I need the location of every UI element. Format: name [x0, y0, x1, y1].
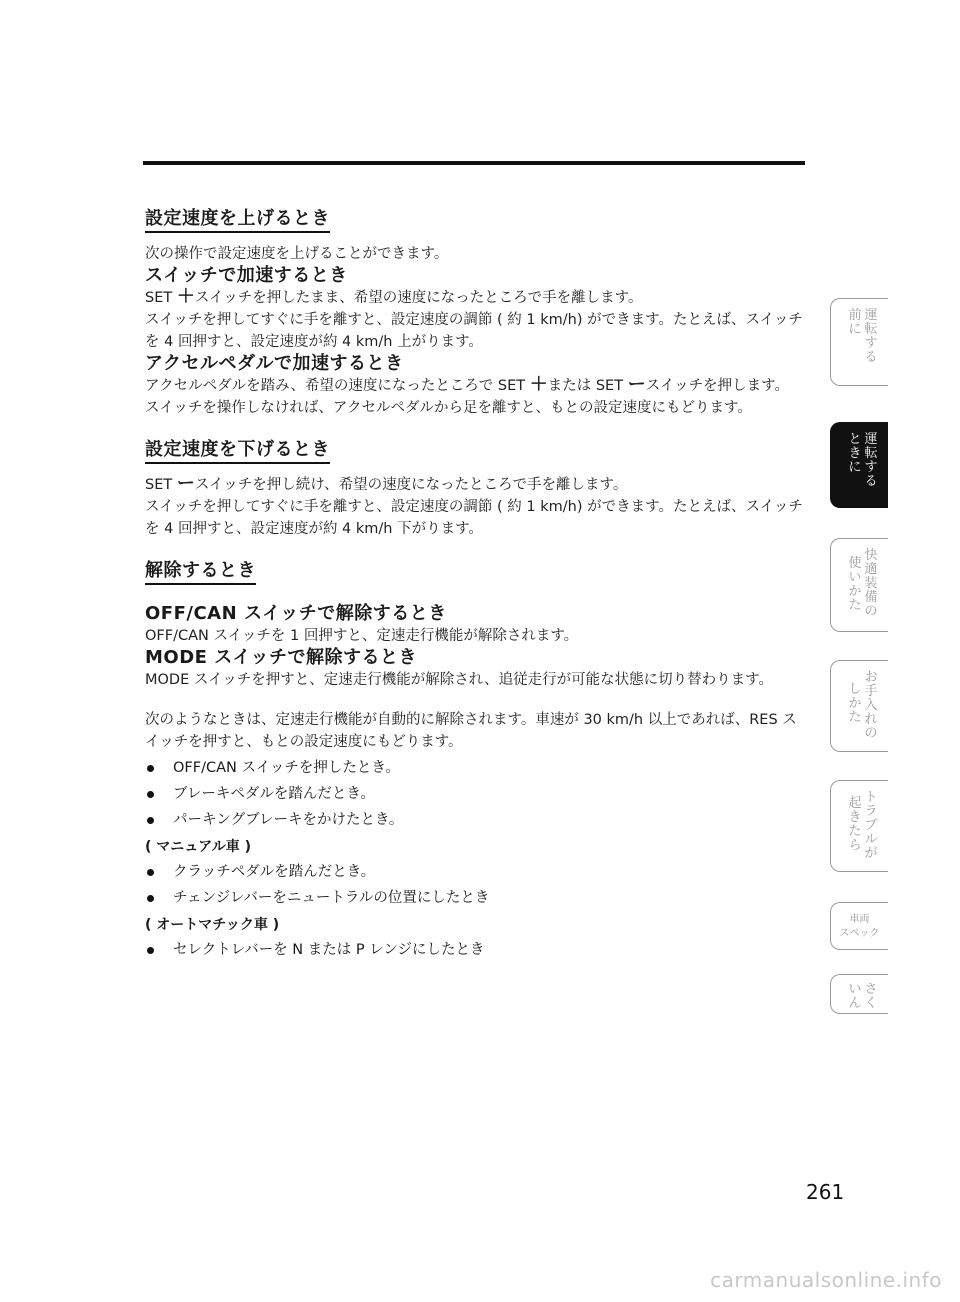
page-number: 261 — [806, 1180, 845, 1204]
bullet-icon — [147, 869, 154, 876]
auto-cancel-p: 次のようなときは、定速走行機能が自動的に解除されます。車速が 30 km/h 以上であれば、RES スイッチを押すと、もとの設定速度にもどります。 — [145, 712, 797, 750]
bullet-icon — [147, 947, 154, 954]
list-item: セレクトレバーを N または P レンジにしたとき — [145, 939, 805, 961]
bullet-icon — [147, 791, 154, 798]
offcan-title: OFF/CAN スイッチで解除するとき — [145, 603, 447, 624]
pedal-accel-p2: スイッチを操作しなければ、アクセルペダルから足を離すと、もとの設定速度にもどります。 — [145, 400, 752, 416]
pedal-accel-p1: アクセルペダルを踏み、希望の速度になったところで SET ＋または SET ースイッチを押します。 — [145, 374, 789, 395]
tab-comfort-equipment[interactable]: 快適装備の 使いかた — [830, 538, 888, 632]
minus-icon: ー — [627, 374, 646, 395]
section-title-lower: 設定速度を下げるとき — [145, 435, 330, 464]
list-item: OFF/CAN スイッチを押したとき。 — [145, 757, 805, 779]
offcan-p: OFF/CAN スイッチを 1 回押すと、定速走行機能が解除されます。 — [145, 628, 579, 644]
tab-troubleshooting[interactable]: トラブルが 起きたら — [830, 780, 888, 872]
plus-icon: ＋ — [529, 374, 548, 395]
switch-accel-p2: スイッチを押してすぐに手を離すと、設定速度の調節 ( 約 1 km/h) ができます。たとえば、スイッチを 4 回押すと、設定速度が約 4 km/h 上がります。 — [145, 312, 803, 350]
lower-p2: スイッチを押してすぐに手を離すと、設定速度の調節 ( 約 1 km/h) ができます。たとえば、スイッチを 4 回押すと、設定速度が約 4 km/h 下がります。 — [145, 499, 803, 537]
list-item: クラッチペダルを踏んだとき。 — [145, 861, 805, 883]
tab-when-driving[interactable]: 運転する ときに — [830, 422, 888, 508]
pedal-accel-title: アクセルペダルで加速するとき — [145, 353, 404, 374]
lower-p1: SET ースイッチを押し続け、希望の速度になったところで手を離します。 — [145, 473, 628, 494]
tab-maintenance[interactable]: お手入れの しかた — [830, 660, 888, 752]
list-item: ブレーキペダルを踏んだとき。 — [145, 783, 805, 805]
list-item: パーキングブレーキをかけたとき。 — [145, 809, 805, 831]
bullet-icon — [147, 765, 154, 772]
bullet-icon — [147, 895, 154, 902]
section-title-cancel: 解除するとき — [145, 556, 256, 585]
raise-intro: 次の操作で設定速度を上げることができます。 — [145, 246, 449, 262]
tab-vehicle-spec[interactable]: 車両 スペック — [830, 902, 888, 950]
bullet-icon — [147, 817, 154, 824]
minus-icon: ー — [176, 473, 195, 494]
tab-index[interactable]: さく いん — [830, 974, 888, 1014]
tab-before-driving[interactable]: 運転する 前に — [830, 298, 888, 386]
plus-icon: ＋ — [176, 286, 195, 307]
page-content — [145, 204, 805, 965]
mode-title: MODE スイッチで解除するとき — [145, 647, 417, 668]
section-title-raise: 設定速度を上げるとき — [145, 204, 330, 233]
list-item: チェンジレバーをニュートラルの位置にしたとき — [145, 887, 805, 909]
manual-label: ( マニュアル車 ) — [145, 839, 251, 855]
auto-label: ( オートマチック車 ) — [145, 917, 280, 933]
switch-accel-title: スイッチで加速するとき — [145, 265, 348, 286]
mode-p: MODE スイッチを押すと、定速走行機能が解除され、追従走行が可能な状態に切り替わります。 — [145, 672, 773, 688]
top-rule — [143, 161, 805, 165]
watermark: carmanualsonline.info — [710, 1268, 942, 1292]
switch-accel-p1: SET ＋スイッチを押したまま、希望の速度になったところで手を離します。 — [145, 286, 643, 307]
